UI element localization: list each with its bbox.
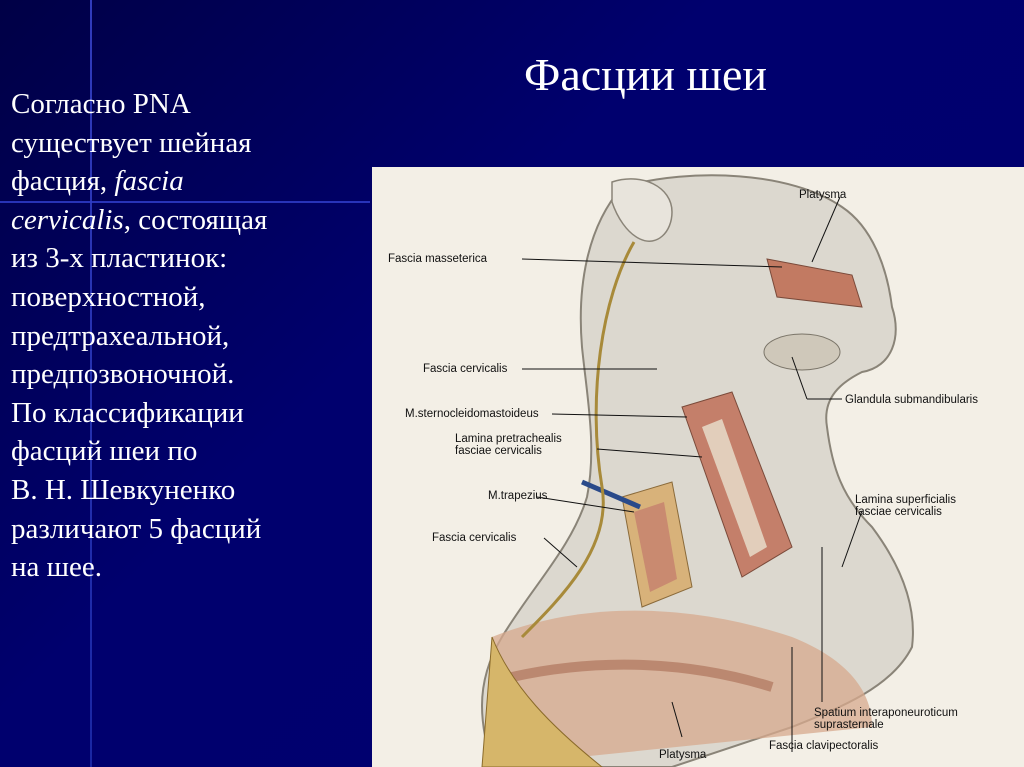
text-line bbox=[11, 162, 371, 201]
label-line: Spatium interaponeuroticum bbox=[814, 707, 958, 719]
label-fascia-cervicalis-upper: Fascia cervicalis bbox=[423, 363, 508, 375]
label-line: fasciae cervicalis bbox=[455, 445, 542, 457]
text-line bbox=[11, 201, 371, 240]
text-line: Согласно PNA bbox=[11, 88, 191, 120]
text-line: на шее. bbox=[11, 551, 102, 584]
latin-term: fascia bbox=[114, 165, 184, 198]
text-line: предпозвоночной. bbox=[11, 358, 235, 391]
text-line: различают 5 фасций bbox=[11, 512, 262, 545]
label-line: Lamina superficialis bbox=[855, 494, 956, 506]
label-sternocleidomastoideus: M.sternocleidomastoideus bbox=[405, 408, 539, 420]
label-line: suprasternale bbox=[814, 719, 884, 731]
label-lamina-superficialis bbox=[855, 494, 956, 518]
label-line: Lamina pretrachealis bbox=[455, 433, 562, 445]
text-line: По классификации bbox=[11, 396, 244, 429]
label-fascia-masseterica: Fascia masseterica bbox=[388, 253, 488, 265]
text-line: поверхностной, bbox=[11, 280, 206, 313]
text-line: фасций шеи по bbox=[11, 435, 198, 468]
label-platysma-bottom: Platysma bbox=[659, 749, 707, 761]
label-lamina-pretrachealis bbox=[455, 433, 562, 457]
label-fascia-clavipectoralis: Fascia clavipectoralis bbox=[769, 740, 879, 752]
label-spatium-interaponeuroticum bbox=[814, 707, 958, 731]
slide-body-text bbox=[11, 85, 371, 587]
label-line: fasciae cervicalis bbox=[855, 506, 942, 518]
submandibular-gland bbox=[764, 334, 840, 370]
slide-title: Фасции шеи bbox=[524, 49, 767, 100]
text-span: фасция, bbox=[11, 165, 115, 198]
label-platysma-top: Platysma bbox=[799, 189, 847, 201]
label-glandula-submandibularis: Glandula submandibularis bbox=[845, 394, 978, 406]
label-m-trapezius: M.trapezius bbox=[488, 490, 548, 502]
label-fascia-cervicalis-lower: Fascia cervicalis bbox=[432, 532, 517, 544]
anatomy-illustration bbox=[372, 167, 1024, 767]
text-span: , состоящая bbox=[123, 203, 268, 236]
text-line: В. Н. Шевкуненко bbox=[11, 473, 236, 506]
latin-term: cervicalis bbox=[11, 203, 124, 236]
text-line: из 3-х пластинок: bbox=[11, 242, 228, 275]
text-line: предтрахеальной, bbox=[11, 319, 230, 352]
text-line: существует шейная bbox=[11, 126, 252, 159]
